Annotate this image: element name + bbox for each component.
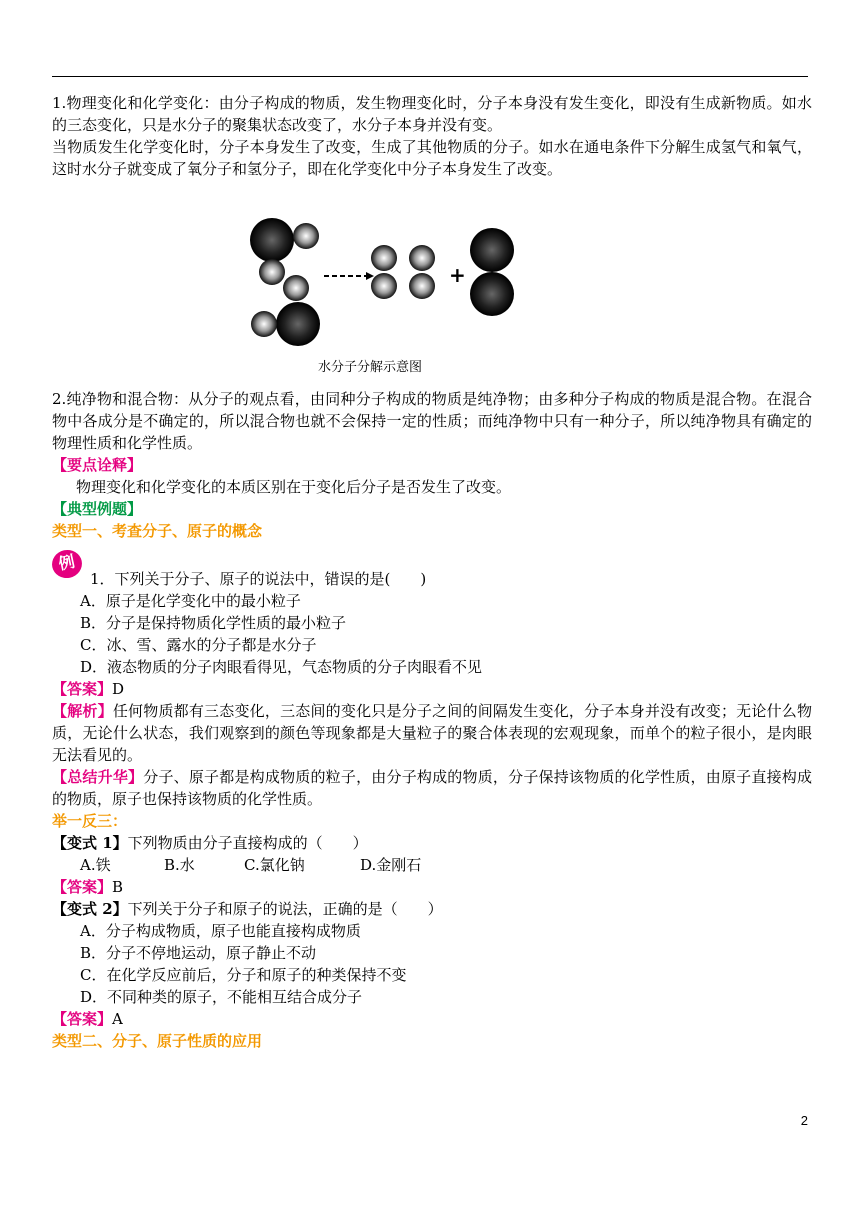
header-rule	[52, 76, 808, 77]
question-stem: 1．下列关于分子、原子的说法中，错误的是( )	[90, 570, 427, 588]
paragraph-pure-mixture: 2.纯净物和混合物：从分子的观点看，由同种分子构成的物质是纯净物；由多种分子构成的物质是混合物。在混合物中各成分是不确定的，所以混合物也就不会保持一定的性质；而纯净物中只有一种分子，所以纯净物具有确定的物理性质和化学性质。	[52, 390, 812, 452]
option-b: B．分子不停地运动，原子静止不动	[80, 944, 317, 962]
water-molecules	[250, 218, 320, 346]
answer-value: B	[112, 878, 124, 896]
hydrogen-atom	[251, 311, 277, 337]
paragraph-physical-chemical-change: 1.物理变化和化学变化：由分子构成的物质，发生物理变化时，分子本身没有发生变化，即没有生成新物质。如水的三态变化，只是水分子的聚集状态改变了，水分子本身并没有变。	[52, 94, 812, 134]
examples-label: 【典型例题】	[52, 500, 143, 518]
option-d: D.金刚石	[360, 856, 422, 874]
hydrogen-atom	[293, 223, 319, 249]
question-1	[52, 568, 812, 1052]
variant-1-label: 【变式 1】	[52, 834, 128, 852]
option-a: A．分子构成物质，原子也能直接构成物质	[80, 922, 361, 940]
answer-value: A	[112, 1010, 123, 1028]
paragraph-chemical-change: 当物质发生化学变化时，分子本身发生了改变，生成了其他物质的分子。如水在通电条件下分解生成氢气和氧气，这时水分子就变成了氧分子和氢分子，即在化学变化中分子本身发生了改变。	[52, 138, 812, 178]
hydrogen-atom	[259, 259, 285, 285]
plus-sign: +	[449, 263, 466, 287]
variant-2-stem: 下列关于分子和原子的说法，正确的是（ ）	[127, 900, 443, 918]
summary-text: 分子、原子都是构成物质的粒子，由分子构成的物质，分子保持该物质的化学性质，由原子直接构成的物质，原子也保持该物质的化学性质。	[52, 768, 812, 808]
summary-label: 【总结升华】	[52, 768, 144, 786]
hydrogen-molecules	[371, 245, 435, 299]
hydrogen-atom	[409, 245, 435, 271]
keypoint-label: 【要点诠释】	[52, 456, 143, 474]
variant-2-label: 【变式 2】	[52, 900, 128, 918]
option-a: A．原子是化学变化中的最小粒子	[80, 592, 301, 610]
section-1	[52, 92, 812, 180]
oxygen-molecule	[470, 228, 514, 316]
page-number: 2	[800, 1113, 808, 1128]
option-b: B.水	[164, 856, 195, 874]
option-d: D．液态物质的分子肉眼看得见，气态物质的分子肉眼看不见	[80, 658, 483, 676]
type2-title: 类型二、分子、原子性质的应用	[52, 1032, 263, 1050]
type1-title: 类型一、考查分子、原子的概念	[52, 522, 263, 540]
option-b: B．分子是保持物质化学性质的最小粒子	[80, 614, 347, 632]
answer-label: 【答案】	[52, 878, 113, 896]
answer-label: 【答案】	[52, 680, 113, 698]
analysis-text: 任何物质都有三态变化，三态间的变化只是分子之间的间隔发生变化，分子本身并没有改变；无论什么物质，无论什么状态，我们观察到的颜色等现象都是大量粒子的聚合体表现的宏观现象，而单个的粒子很小，是肉眼无法看见的。	[52, 702, 812, 764]
example-badge: 例	[49, 547, 84, 581]
variant-1-options	[52, 854, 812, 876]
hydrogen-atom	[409, 273, 435, 299]
oxygen-atom	[470, 228, 514, 272]
oxygen-atom	[250, 218, 294, 262]
section-2	[52, 388, 812, 542]
oxygen-atom	[470, 272, 514, 316]
option-c: C．冰、雪、露水的分子都是水分子	[80, 636, 317, 654]
answer-label: 【答案】	[52, 1010, 113, 1028]
option-c: C.氯化钠	[244, 856, 305, 874]
answer-value: D	[112, 680, 125, 698]
variant-1-stem: 下列物质由分子直接构成的（ ）	[127, 834, 368, 852]
practice-label: 举一反三：	[52, 812, 128, 830]
hydrogen-atom	[371, 273, 397, 299]
figure-caption: 水分子分解示意图	[318, 360, 423, 375]
analysis-label: 【解析】	[52, 702, 113, 720]
keypoint-text: 物理变化和化学变化的本质区别在于变化后分子是否发生了改变。	[76, 478, 512, 496]
option-d: D．不同种类的原子，不能相互结合成分子	[80, 988, 363, 1006]
option-c: C．在化学反应前后，分子和原子的种类保持不变	[80, 966, 407, 984]
hydrogen-atom	[371, 245, 397, 271]
oxygen-atom	[276, 302, 320, 346]
arrow-head-icon	[366, 272, 374, 280]
hydrogen-atom	[283, 275, 309, 301]
option-a: A.铁	[80, 856, 111, 874]
